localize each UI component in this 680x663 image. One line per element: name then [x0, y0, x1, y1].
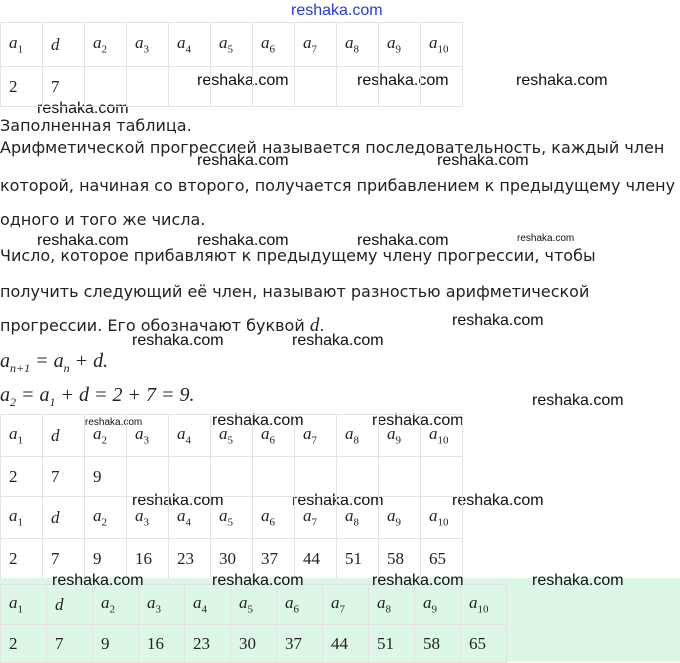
table-cell: 58: [415, 625, 461, 663]
difference-letter: d: [309, 315, 320, 336]
table-cell: 7: [43, 457, 85, 497]
table-cell: 2: [1, 625, 47, 663]
watermark: reshaka.com: [212, 412, 304, 429]
header-a4: $a_4$: [169, 23, 211, 67]
header-a10: $a_{10}$: [461, 585, 507, 625]
header-a8: $a_8$: [369, 585, 415, 625]
header-a4: $a_4$: [169, 497, 211, 539]
table-cell: 2: [1, 539, 43, 579]
header-d: d: [43, 415, 85, 457]
header-a2: $a_2$: [85, 497, 127, 539]
header-a6: $a_6$: [253, 23, 295, 67]
header-a10: $a_{10}$: [421, 23, 463, 67]
header-a7: $a_7$: [295, 497, 337, 539]
definition-line-3: одного и того же числа.: [0, 210, 206, 229]
table-cell: 2: [1, 457, 43, 497]
header-a5: $a_5$: [211, 23, 253, 67]
header-a10: $a_{10}$: [421, 415, 463, 457]
header-a6: $a_6$: [277, 585, 323, 625]
header-a10: $a_{10}$: [421, 497, 463, 539]
table-cell: 9: [85, 539, 127, 579]
table-cell: [169, 67, 211, 107]
header-a2: $a_2$: [85, 23, 127, 67]
watermark: reshaka.com: [357, 232, 449, 249]
watermark: reshaka.com: [197, 72, 289, 89]
sequence-table-initial: [0, 22, 463, 107]
header-a8: $a_8$: [337, 497, 379, 539]
table-cell: 65: [461, 625, 507, 663]
table-cell: 30: [231, 625, 277, 663]
table-cell: 44: [323, 625, 369, 663]
header-a7: $a_7$: [323, 585, 369, 625]
table-cell: 7: [43, 539, 85, 579]
watermark: reshaka.com: [452, 312, 544, 329]
watermark: reshaka.com: [292, 492, 384, 509]
watermark: reshaka.com: [517, 233, 575, 244]
header-a1: $a_1$: [1, 415, 43, 457]
formula-general: $a_{n+1} = a_n + d$.: [0, 350, 109, 375]
header-d: d: [43, 497, 85, 539]
watermark: reshaka.com: [37, 100, 129, 117]
watermark: reshaka.com: [132, 332, 224, 349]
watermark: reshaka.com: [532, 392, 624, 409]
header-a9: $a_9$: [379, 497, 421, 539]
definition-line-1: Арифметической прогрессией называется последовательность, каждый член: [0, 138, 665, 157]
watermark: reshaka.com: [372, 572, 464, 589]
header-a8: $a_8$: [337, 415, 379, 457]
header-a2: $a_2$: [85, 415, 127, 457]
table-cell: 51: [369, 625, 415, 663]
formula-a2: $a_2 = a_1 + d = 2 + 7 = 9$.: [0, 384, 195, 409]
table-cell: 44: [295, 539, 337, 579]
table-cell: [421, 67, 463, 107]
table-cell: 23: [185, 625, 231, 663]
difference-line-1: Число, которое прибавляют к предыдущему члену прогрессии, чтобы: [0, 246, 596, 265]
table-cell: 7: [47, 625, 93, 663]
header-a5: $a_5$: [211, 497, 253, 539]
watermark: reshaka.com: [291, 2, 383, 19]
table-cell: 16: [127, 539, 169, 579]
table-cell: [295, 67, 337, 107]
table-cell: 16: [139, 625, 185, 663]
header-a1: $a_1$: [1, 497, 43, 539]
header-a3: $a_3$: [127, 23, 169, 67]
table-cell: [211, 457, 253, 497]
table-cell: [421, 457, 463, 497]
table-cell: 2: [1, 67, 43, 107]
table-cell: [127, 67, 169, 107]
watermark: reshaka.com: [292, 332, 384, 349]
header-a9: $a_9$: [379, 415, 421, 457]
definition-line-2: которой, начиная со второго, получается прибавлением к предыдущему члену: [0, 176, 676, 195]
filled-caption: Заполненная таблица.: [0, 116, 192, 135]
table-cell: 37: [253, 539, 295, 579]
table-cell: [379, 457, 421, 497]
header-a8: $a_8$: [337, 23, 379, 67]
table-cell: [337, 67, 379, 107]
header-a5: $a_5$: [211, 415, 253, 457]
table-cell: [253, 67, 295, 107]
header-a3: $a_3$: [127, 497, 169, 539]
watermark: reshaka.com: [197, 152, 289, 169]
watermark: reshaka.com: [357, 72, 449, 89]
header-d: d: [43, 23, 85, 67]
table-cell: [211, 67, 253, 107]
watermark: reshaka.com: [372, 412, 464, 429]
header-a5: $a_5$: [231, 585, 277, 625]
table-cell: 9: [85, 457, 127, 497]
table-cell: [253, 457, 295, 497]
table-cell: 7: [43, 67, 85, 107]
table-cell: 37: [277, 625, 323, 663]
header-a9: $a_9$: [415, 585, 461, 625]
watermark: reshaka.com: [532, 572, 624, 589]
header-a9: $a_9$: [379, 23, 421, 67]
table-cell: 51: [337, 539, 379, 579]
header-a3: $a_3$: [139, 585, 185, 625]
difference-line-3: [0, 316, 680, 336]
header-a3: $a_3$: [127, 415, 169, 457]
header-a6: $a_6$: [253, 415, 295, 457]
table-cell: 9: [93, 625, 139, 663]
watermark: reshaka.com: [132, 492, 224, 509]
table-cell: 58: [379, 539, 421, 579]
table-cell: [85, 67, 127, 107]
header-a1: $a_1$: [1, 585, 47, 625]
watermark: reshaka.com: [437, 152, 529, 169]
header-a2: $a_2$: [93, 585, 139, 625]
difference-line-2: получить следующий её член, называют разностью арифметической: [0, 282, 590, 301]
table-cell: [379, 67, 421, 107]
difference-period: .: [319, 316, 325, 335]
table-cell: [295, 457, 337, 497]
watermark: reshaka.com: [197, 232, 289, 249]
watermark: reshaka.com: [452, 492, 544, 509]
table-cell: [337, 457, 379, 497]
table-cell: 30: [211, 539, 253, 579]
watermark: reshaka.com: [52, 572, 144, 589]
table-cell: [169, 457, 211, 497]
watermark: reshaka.com: [516, 72, 608, 89]
watermark: reshaka.com: [37, 232, 129, 249]
header-a7: $a_7$: [295, 415, 337, 457]
header-a4: $a_4$: [169, 415, 211, 457]
sequence-table-full: [0, 496, 463, 579]
header-d: d: [47, 585, 93, 625]
sequence-table-answer: [0, 584, 507, 663]
table-cell: 23: [169, 539, 211, 579]
header-a6: $a_6$: [253, 497, 295, 539]
header-a4: $a_4$: [185, 585, 231, 625]
watermark: reshaka.com: [85, 417, 143, 428]
table-cell: 65: [421, 539, 463, 579]
table-cell: [127, 457, 169, 497]
watermark: reshaka.com: [212, 572, 304, 589]
sequence-table-step: [0, 414, 463, 497]
difference-line-3-text: прогрессии. Его обозначают буквой: [0, 316, 305, 335]
header-a7: $a_7$: [295, 23, 337, 67]
header-a1: $a_1$: [1, 23, 43, 67]
